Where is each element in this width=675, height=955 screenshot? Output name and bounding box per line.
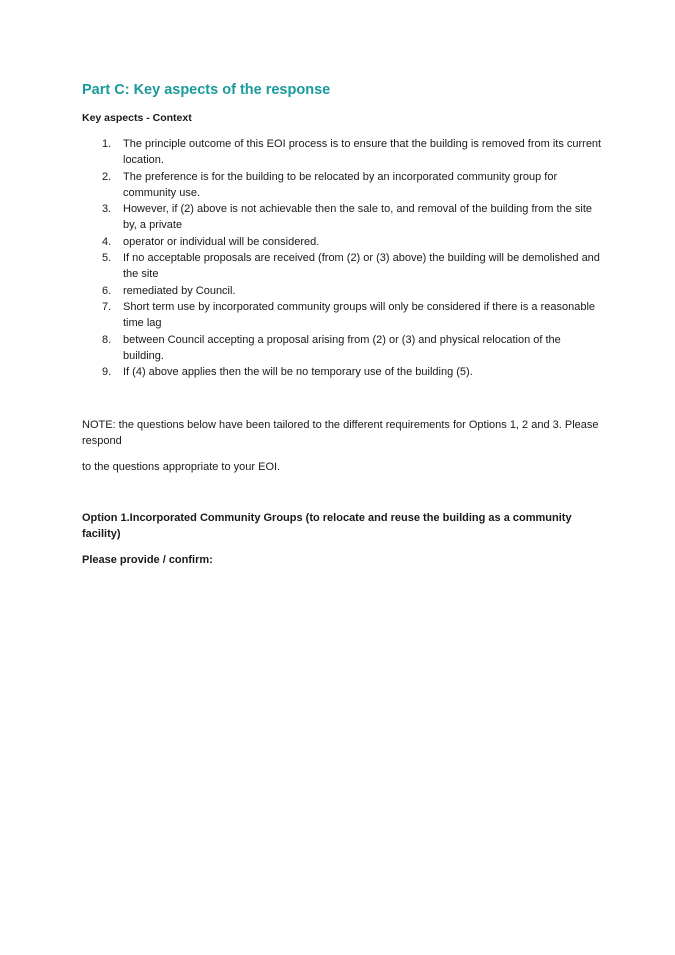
list-item-text: If (4) above applies then the will be no temporary use of the building (5). bbox=[123, 366, 473, 379]
list-item bbox=[82, 299, 602, 332]
list-item-text: remediated by Council. bbox=[123, 284, 236, 297]
list-item-text: However, if (2) above is not achievable then the sale to, and removal of the building from the site by, a private bbox=[123, 203, 592, 232]
context-list bbox=[82, 136, 602, 380]
list-item bbox=[82, 283, 602, 299]
list-item bbox=[82, 201, 602, 234]
context-subheading: Key aspects - Context bbox=[82, 112, 192, 124]
list-item-number: 8. bbox=[102, 333, 112, 346]
note-paragraph: NOTE: the questions below have been tailored to the different requirements for Options 1, 2 and 3. Please respond bbox=[82, 419, 599, 448]
list-item-text: If no acceptable proposals are received (from (2) or (3) above) the building will be demolished and the site bbox=[123, 252, 600, 281]
list-item-number: 5. bbox=[102, 252, 112, 265]
list-item-text: The preference is for the building to be relocated by an incorporated community group for community use. bbox=[123, 170, 558, 199]
list-item-text: operator or individual will be considered. bbox=[123, 235, 320, 248]
list-item-number: 4. bbox=[102, 235, 112, 248]
list-item-number: 9. bbox=[102, 366, 112, 379]
option-1-title: Option 1.Incorporated Community Groups (to relocate and reuse the building as a community facility) bbox=[82, 512, 572, 541]
list-item-number: 3. bbox=[102, 203, 112, 216]
list-item bbox=[82, 136, 602, 169]
list-item bbox=[82, 169, 602, 202]
list-item bbox=[82, 234, 602, 250]
list-item bbox=[82, 364, 602, 380]
list-item-text: between Council accepting a proposal arising from (2) or (3) and physical relocation of the building. bbox=[123, 333, 561, 362]
list-item-text: Short term use by incorporated community groups will only be considered if there is a reasonable time lag bbox=[123, 300, 596, 330]
list-item-number: 7. bbox=[102, 300, 112, 313]
list-item bbox=[82, 332, 602, 365]
list-item-number: 1. bbox=[102, 138, 112, 150]
note-continuation: to the questions appropriate to your EOI. bbox=[82, 461, 281, 473]
section-heading: Part C: Key aspects of the response bbox=[82, 82, 331, 98]
list-item bbox=[82, 250, 602, 283]
provide-confirm-label: Please provide / confirm: bbox=[82, 554, 213, 566]
list-item-text: The principle outcome of this EOI process is to ensure that the building is removed from its current location. bbox=[123, 138, 602, 167]
list-item-number: 2. bbox=[102, 170, 112, 183]
list-item-number: 6. bbox=[102, 284, 112, 297]
